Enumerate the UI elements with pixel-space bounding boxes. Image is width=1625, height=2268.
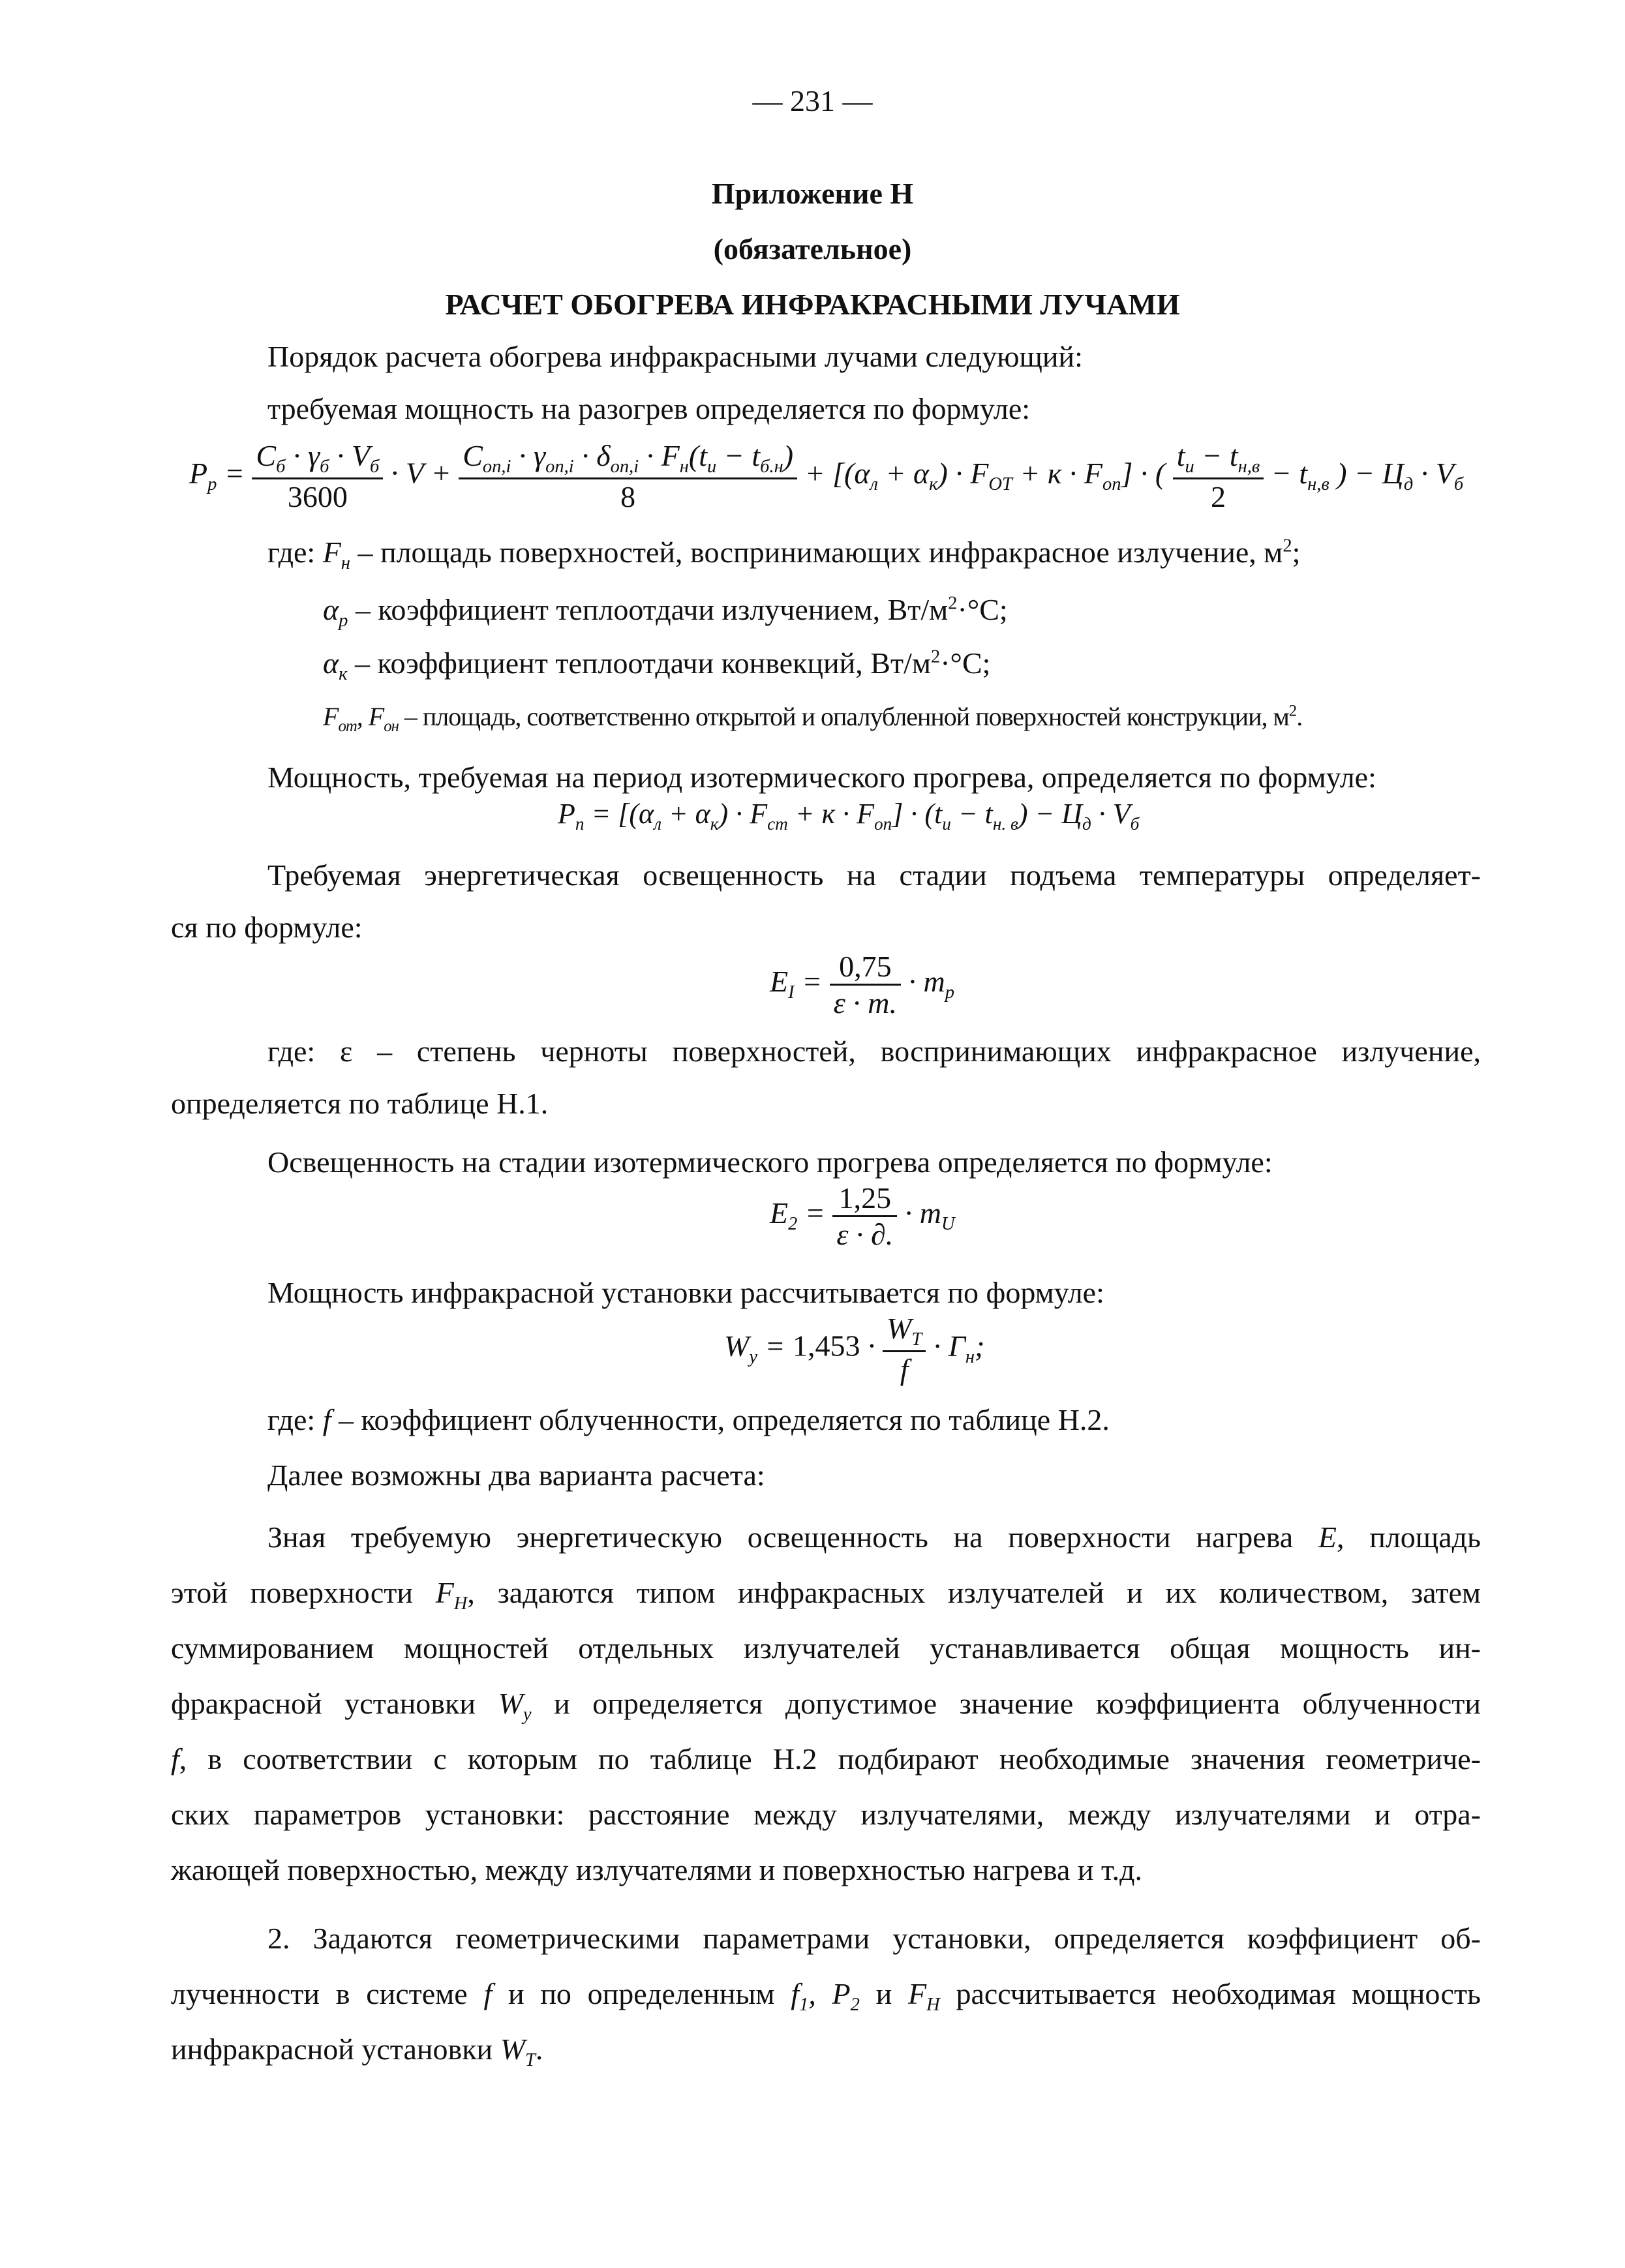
paragraph-isothermal-irradiance: Освещенность на стадии изотермического прогрева определяется по формуле: [267,1145,1273,1179]
formula-wy: $W_у = 1,453$ · $\frac{W_T}{f}$ · $Г_н$; [724,1312,985,1387]
variant1-line6: ских параметров установки: расстояние между излучателями, между излучателями и отра- [171,1798,1481,1831]
variant1-line2: этой поверхности $F_H$, задаются типом инфракрасных излучателей и их количеством, затем [171,1576,1481,1614]
paragraph-installation-power: Мощность инфракрасной установки рассчитывается по формуле: [267,1276,1104,1309]
numerator-125: 1,25 [838,1181,892,1215]
definition-fot-fon: $F_{от}$, $F_{он}$ – площадь, соответственно открытой и опалубленной поверхностей конструкции, $м^2$. [323,702,1303,735]
paragraph-irradiance-line1: Требуемая энергетическая освещенность на стадии подъема температуры определяет- [267,858,1481,892]
formula-e1: $E_I$ = $\frac{0,75}{\varepsilon \cdot m.}$ · $m_р$ [770,950,955,1020]
appendix-heading: Приложение Н [711,177,914,210]
variant1-line7: жающей поверхностью, между излучателями и поверхностью нагрева и т.д. [171,1853,1143,1886]
definition-alpha-p: $\alpha_р$ – коэффициент теплоотдачи излучением, $Вт/м^2\cdot^\circ С$; [323,593,1008,631]
variant1-line5: f, в соответствии с которым по таблице Н.2 подбирают необходимые значения геометриче- [171,1742,1481,1776]
denominator-2: 2 [1173,477,1264,514]
definition-alpha-k: $\alpha_к$ – коэффициент теплоотдачи конвекций, $Вт/м^2\cdot^\circ С$; [323,646,991,685]
variant1-line3: суммированием мощностей отдельных излучателей устанавливается общая мощность ин- [171,1631,1481,1665]
variant2-line2: лученности в системе f и по определенным $f_1$, $P_2$ и $F_H$ рассчитывается необходимая мощность [171,1977,1481,2016]
page-title: РАСЧЕТ ОБОГРЕВА ИНФРАКРАСНЫМИ ЛУЧАМИ [445,288,1180,321]
variant1-line1: Зная требуемую энергетическую освещенность на поверхности нагрева E, площадь [267,1520,1481,1554]
paragraph-epsilon-line2: определяется по таблице Н.1. [171,1087,549,1120]
paragraph-intro: Порядок расчета обогрева инфракрасными лучами следующий: [267,340,1083,373]
denominator-3600: 3600 [252,477,383,514]
fraction-1: $\frac{C_б \cdot \gamma_б \cdot V_б}{3600}$ [252,438,383,514]
appendix-status: (обязательное) [713,232,912,265]
formula-e2: $E_2$ = $\frac{1,25}{\varepsilon \cdot \partial.}$ · $m_U$ [770,1181,955,1251]
variant2-line3: инфракрасной установки $W_T$. [171,2033,543,2071]
paragraph-irradiance-line2: ся по формуле: [171,911,363,944]
variant2-line1: 2. Задаются геометрическими параметрами установки, определяется коэффициент об- [267,1922,1481,1955]
variant1-line4: фракрасной установки $W_y$ и определяется допустимое значение коэффициента облученности [171,1687,1481,1725]
denominator-8: 8 [459,477,797,514]
fraction-3: $\frac{t_и - t_{н,в}}{2}$ [1173,438,1264,514]
formula-heating-power: $P_р$ = $\frac{C_б \cdot \gamma_б \cdot V_б}{3600}$ · V + $\frac{C_{оп,i} \cdot \gamma_{оп,i} \cdot \delta_{оп,i} \cdot F_н(t_и - t_{б.н})}{8}$ + $[(\alpha_л + \alpha_к) \cdot F_{ОТ} + к \cdot F_{оп}]$ · ( $\frac{t_и - t_{н,в}}{2}$ − $t_{н,в}$ ) − $Ц_д \cdot V_б$ [189,439,1464,514]
paragraph-epsilon-line1: где: ε – степень черноты поверхностей, воспринимающих инфракрасное излучение, [267,1035,1481,1068]
formula-isothermal-power: $P_п = [(\alpha_л + \alpha_к) \cdot F_{ст} + к \cdot F_{оп}] \cdot (t_и - t_{н. в}) - Ц_д \cdot V_б$ [558,798,1140,834]
page-number: — 231 — [752,84,873,117]
definition-fn: где: $F_н$ – площадь поверхностей, воспринимающих инфракрасное излучение, $м^2$; [267,536,1301,574]
fraction-2: $\frac{C_{оп,i} \cdot \gamma_{оп,i} \cdot \delta_{оп,i} \cdot F_н(t_и - t_{б.н})}{8}$ [459,438,797,514]
numerator-075: 0,75 [839,950,892,983]
paragraph-isothermal-power: Мощность, требуемая на период изотермического прогрева, определяется по формуле: [267,761,1376,794]
paragraph-f-definition: где: f – коэффициент облученности, определяется по таблице Н.2. [267,1403,1110,1436]
paragraph-two-variants: Далее возможны два варианта расчета: [267,1459,765,1492]
paragraph-formula-intro: требуемая мощность на разогрев определяется по формуле: [267,392,1031,425]
